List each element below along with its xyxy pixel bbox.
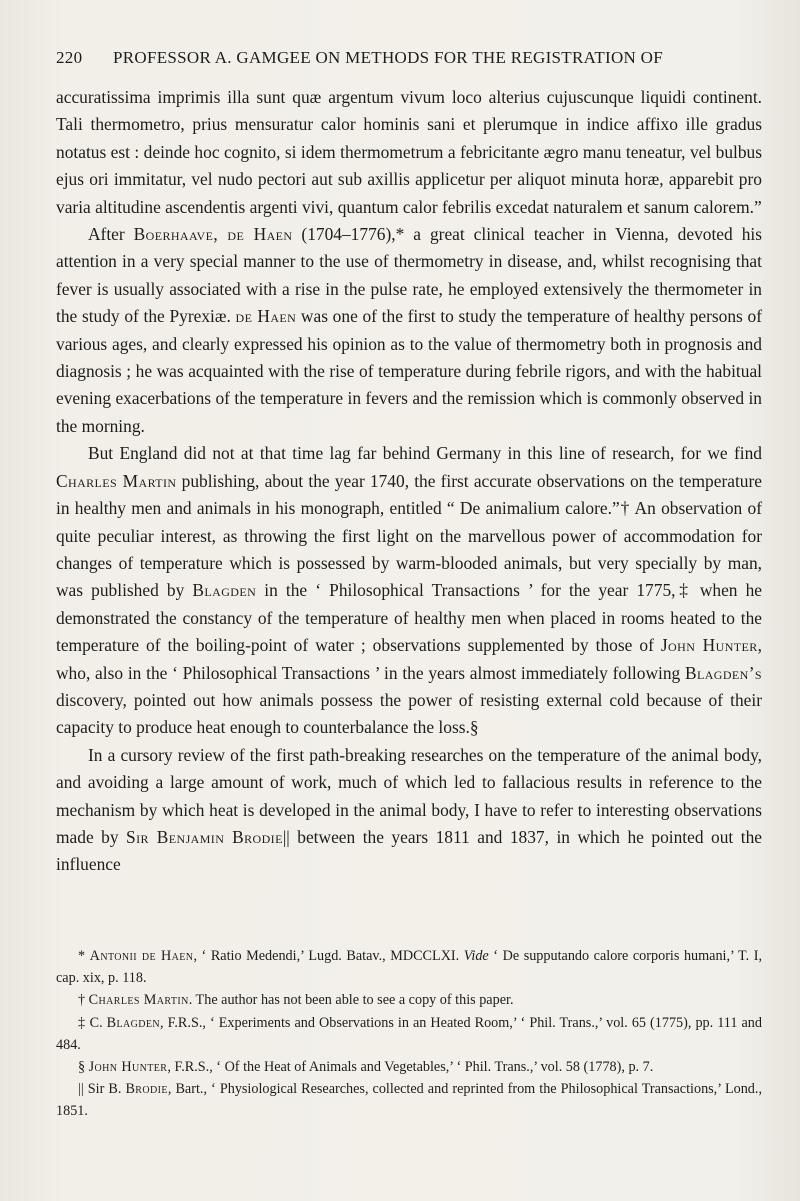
paragraph bbox=[56, 742, 762, 879]
text-run: ‘ De supputando calore corporis humani,’ T. I, cap. xix, p. 118. bbox=[56, 948, 763, 987]
small-caps-name: Antonii de Haen bbox=[89, 948, 194, 964]
small-caps-name: Blagden’s bbox=[685, 662, 762, 683]
running-header bbox=[56, 48, 746, 68]
text-run: , F.R.S., ‘ Experiments and Observations in an Heated Room,’ ‘ Phil. Trans.,’ vol. 65 (1775), pp. 111 and 484. bbox=[56, 1014, 762, 1053]
small-caps-name: Blagden bbox=[106, 1014, 161, 1031]
text-run: was one of the first to study the temperature of healthy persons of various ages, and clearly expressed his opinion as to the value of thermometry both in prognosis and diagnosis ; he was acquainted with the rise of temperature during febrile rigors, and with the habitual evening exacerbations of the temperature in fevers and the remission which is commonly observed in the morning. bbox=[56, 306, 762, 436]
small-caps-name: Brodie bbox=[125, 1081, 168, 1098]
text-run: But England did not at that time lag far behind Germany in this line of research, for we find bbox=[88, 443, 762, 464]
italic-text: Vide bbox=[463, 948, 489, 964]
text-run: , Bart., ‘ Physiological Researches, collected and reprinted from the Philosophical Transactions,’ Lond., 1851. bbox=[56, 1081, 762, 1120]
footnote bbox=[56, 989, 762, 1011]
text-run: in the ‘ Philosophical Transactions ’ for the year 1775,‡ when he demonstrated the constancy of the temperature of healthy men when placed in rooms heated to the temperature of the boiling-point of water ; observations supplemented by those of bbox=[56, 580, 763, 656]
text-run: publishing, about the year 1740, the first accurate observations on the temperature in healthy men and animals in his monograph, entitled “ De animalium calore.”† An observation of quite peculiar interest, as throwing the first light on the marvellous power of accommodation for changes of temperature which is possessed by warm-blooded animals, but very specially by man, was published by bbox=[56, 470, 763, 601]
text-run: , who, also in the ‘ Philosophical Transactions ’ in the years almost immediately following bbox=[56, 635, 762, 683]
small-caps-name: Sir Benjamin Brodie bbox=[126, 826, 283, 847]
running-title: PROFESSOR A. GAMGEE ON METHODS FOR THE REGISTRATION OF bbox=[112, 48, 663, 67]
footnote bbox=[56, 1056, 762, 1078]
text-run: , F.R.S., ‘ Of the Heat of Animals and Vegetables,’ ‘ Phil. Trans.,’ vol. 58 (1778), p. 7. bbox=[167, 1059, 654, 1076]
text-run: * bbox=[78, 948, 90, 964]
paragraph bbox=[56, 221, 762, 440]
text-run: ‡ C. bbox=[78, 1014, 107, 1031]
footnote bbox=[56, 1012, 762, 1056]
text-run: . The author has not been able to see a copy of this paper. bbox=[188, 992, 514, 1009]
paragraph bbox=[56, 84, 762, 221]
text-run: , ‘ Ratio Medendi,’ Lugd. Batav., MDCCLXI. bbox=[193, 948, 464, 964]
footnotes bbox=[56, 945, 762, 1123]
text-run: || between the years 1811 and 1837, in which he pointed out the influence bbox=[56, 826, 762, 875]
small-caps-name: Boerhaave, de Haen bbox=[133, 224, 293, 245]
small-caps-name: Charles Martin bbox=[88, 992, 189, 1009]
small-caps-name: Charles Martin bbox=[56, 470, 177, 491]
footnote bbox=[56, 945, 762, 989]
text-run: § bbox=[78, 1059, 89, 1076]
paragraph bbox=[56, 440, 762, 741]
page-number: 220 bbox=[56, 48, 83, 67]
small-caps-name: Blagden bbox=[192, 580, 257, 601]
small-caps-name: John Hunter bbox=[88, 1059, 168, 1076]
text-run: In a cursory review of the first path-breaking researches on the temperature of the animal body, and avoiding a large amount of work, much of which led to fallacious results in reference to the mechanism by which heat is developed in the animal body, I have to refer to interesting observations made by bbox=[56, 744, 762, 847]
small-caps-name: John Hunter bbox=[660, 635, 758, 656]
text-run: (1704–1776),* a great clinical teacher in Vienna, devoted his attention in a very special manner to the use of thermometry in disease, and, whilst recognising that fever is usually associated with a rise in the pulse rate, he employed extensively the thermometer in the study of the Pyrexiæ. bbox=[56, 224, 762, 327]
text-run: After bbox=[88, 224, 134, 245]
text-run: discovery, pointed out how animals possess the power of resisting external cold because of their capacity to produce heat enough to counterbalance the loss.§ bbox=[56, 689, 762, 738]
text-run: † bbox=[78, 992, 89, 1009]
footnote bbox=[56, 1078, 762, 1122]
text-run: || Sir B. bbox=[78, 1081, 126, 1098]
main-text bbox=[56, 84, 762, 879]
small-caps-name: de Haen bbox=[235, 306, 297, 327]
text-run: accuratissima imprimis illa sunt quæ argentum vivum loco alterius cujuscunque liquidi continent. Tali thermometro, prius mensuratur calor hominis sani et plerumque in indice affixo ille gradus notatus est : deinde hoc cognito, si idem thermometrum a febricitante ægro manu teneatur, vel bulbus ejus ori immitatur, vel nudo pectori aut sub axillis applicetur per aliquot minuta horæ, apparebit pro varia altitudine ascendentis argenti vivi, quantum calor febrilis excedat naturalem et sanum calorem.” bbox=[56, 87, 762, 217]
